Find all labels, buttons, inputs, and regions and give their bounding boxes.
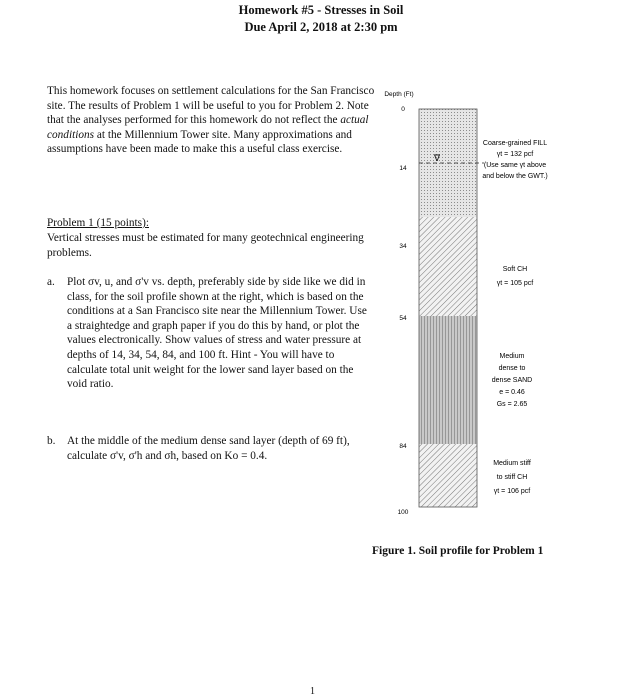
layer-label-line: Medium [499, 353, 525, 360]
layer-label-line: e = 0.46 [499, 389, 525, 396]
intro-text-2: at the Millennium Tower site. Many approximations and assumptions have been made to make this a useful class exercise. [47, 128, 352, 156]
page-number: 1 [310, 686, 315, 697]
layer-label-line: and below the GWT.) [482, 173, 548, 180]
item-text: At the middle of the medium dense sand layer (depth of 69 ft), calculate σ'v, σ'h and σh, based on Ko = 0.4. [67, 435, 350, 462]
sand-layer-label [492, 353, 532, 408]
homework-title: Homework #5 - Stresses in Soil [238, 3, 404, 17]
layer-label-line: Coarse-grained FILL [482, 140, 548, 147]
layer-label-line: γt = 105 pcf [496, 280, 534, 287]
item-label: b. [47, 435, 56, 447]
layer-label-line: γt = 106 pcf [493, 488, 531, 495]
intro-emphasis: actual conditions [47, 114, 369, 141]
layer-label-line: (Use same γt above [483, 162, 547, 169]
depth-label: 34 [399, 243, 407, 250]
figure-caption: Figure 1. Soil profile for Problem 1 [372, 545, 544, 557]
layer-label-line: Gs = 2.65 [496, 401, 528, 408]
item-text: Plot σv, u, and σ'v vs. depth, preferably side by side like we did in class, for the soil profile shown at the right, which is based on the conditions at a San Francisco site near the Millennium Tower. Use a straightedge and graph paper if you do this by hand, or plot the values electronically. Show values of stress and water pressure at depths of 14, 34, 54, 84, and 100 ft. Hint - You will have to calculate total unit weight for the lower sand layer based on the void ratio. [67, 276, 367, 391]
stiff-clay-label [493, 460, 531, 495]
problem1-heading: Problem 1 (15 points): [47, 217, 149, 229]
layer-label-line: Medium stiff [493, 460, 531, 467]
layer-label-line: dense to [498, 365, 526, 372]
depth-label: 100 [397, 509, 409, 516]
depth-axis-label: Depth (Ft) [384, 91, 414, 98]
stiff-clay-layer [419, 444, 477, 507]
soft-clay-label [497, 266, 533, 287]
depth-label: 14 [399, 165, 407, 172]
problem1-text: Vertical stresses must be estimated for many geotechnical engineering problems. [47, 232, 364, 259]
layer-label-line: dense SAND [491, 377, 533, 384]
depth-label: 84 [399, 443, 407, 450]
item-label: a. [47, 276, 55, 288]
depth-label: 54 [399, 315, 407, 322]
layer-label-line: γt = 132 pcf [496, 151, 534, 158]
intro-text-1: This homework focuses on settlement calculations for the San Francisco site. The results of Problem 1 will be useful to you for Problem 2. Note that the analyses performed for this homework do not reflect the [47, 85, 375, 127]
layer-label-line: Soft CH [502, 266, 528, 273]
soft-clay-layer [419, 217, 477, 316]
depth-label: 0 [401, 106, 405, 113]
fill-layer-label [482, 140, 547, 180]
sand-layer [419, 316, 477, 444]
layer-label-line: to stiff CH [496, 474, 528, 481]
due-date: Due April 2, 2018 at 2:30 pm [244, 20, 398, 34]
water-table-icon: ∇ [433, 153, 441, 163]
